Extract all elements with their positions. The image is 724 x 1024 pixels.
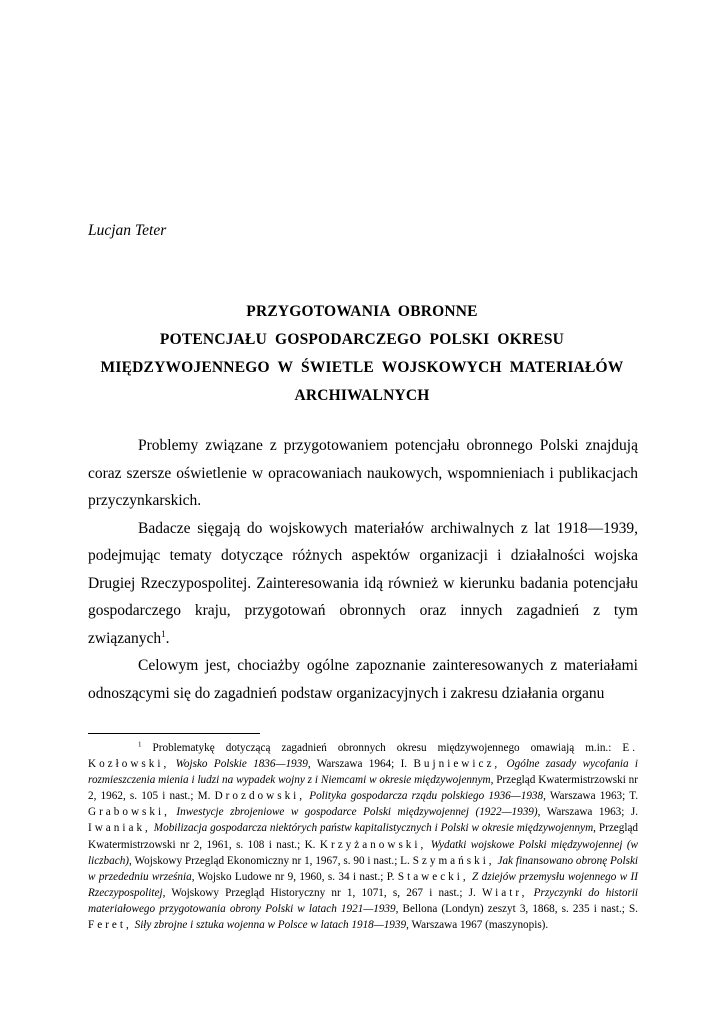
footnote-text: , Warszawa 1964; I. bbox=[307, 758, 408, 771]
footnote-work-title: Jak finansowano obronę Polski w przededniu września bbox=[88, 854, 639, 883]
paragraph: Celowym jest, chociażby ogólne zapoznanie zainteresowanych z materiałami odnoszącymi się do zagadnień podstaw organizacyjnych i zakresu działania organu bbox=[88, 657, 638, 702]
footnote-text: , Wojskowy Przegląd Historyczny nr 1, 1071, s, 267 i nast.; J. bbox=[162, 886, 476, 899]
footnote-author: Grabowski, bbox=[88, 806, 170, 819]
footnote-text: , Przegląd Kwatermistrzowski nr 2, 1962, s. 105 i nast.; M. bbox=[88, 774, 638, 803]
author-name: Lucjan Teter bbox=[88, 222, 167, 239]
footnote-author: Iwaniak, bbox=[88, 822, 151, 835]
footnote-text: , Warszawa 1967 (maszynopis). bbox=[406, 919, 549, 932]
paragraph: Problemy związane z przygotowaniem potencjału obronnego Polski znajdują coraz szersze oświetlenie w opracowaniach naukowych, wspomnieniach i publikacjach przyczynkarskich. bbox=[88, 437, 638, 509]
footnote-author: Bujniewicz, bbox=[413, 758, 501, 771]
footnote-mark: 1 bbox=[138, 740, 142, 749]
footnote-work-title: Przyczynki do historii materiałowego przygotowania obrony Polski w latach 1921—1939 bbox=[88, 886, 639, 915]
footnote-text: , Bellona (Londyn) zeszyt 3, 1868, s. 235 i nast.; S. bbox=[395, 902, 638, 915]
footnote-text: , Przegląd Kwatermistrzowski nr 2, 1961, s. 108 i nast.; K. bbox=[88, 822, 639, 851]
footnote-work-title: Inwestycje zbrojeniowe w gospodarce Polski międzywojennej (1922—1939) bbox=[176, 806, 538, 819]
footnote-author: Stawecki, bbox=[397, 870, 469, 883]
footnote-intro: Problematykę dotyczącą zagadnień obronnych okresu międzywojennego omawiają m.in.: bbox=[152, 742, 612, 754]
footnote-work-title: Z dziejów przemysłu wojennego w II Rzeczypospolitej bbox=[88, 870, 639, 899]
title-line: PRZYGOTOWANIA OBRONNE bbox=[246, 303, 478, 320]
title-line: ARCHIWALNYCH bbox=[294, 387, 430, 404]
footnote bbox=[88, 740, 638, 933]
footnote-author: Wiatr, bbox=[482, 886, 528, 899]
footnote-reference[interactable]: 1 bbox=[161, 628, 166, 639]
footnote-work-title: Ogólne zasady wycofania i rozmieszczenia mienia i ludzi na wypadek wojny z i Niemcami w okresie międzywojennym bbox=[88, 758, 639, 787]
footnote-author: E. Kozłowski, bbox=[88, 742, 639, 771]
footnote-text: , Wojskowy Przegląd Ekonomiczny nr 1, 1967, s. 90 i nast.; L. bbox=[129, 854, 410, 867]
footnote-author: Krzyżanowski, bbox=[319, 838, 427, 851]
title-line: MIĘDZYWOJENNEGO W ŚWIETLE WOJSKOWYCH MATERIAŁÓW bbox=[100, 359, 624, 376]
footnote-text: , Warszawa 1963; T. bbox=[543, 790, 639, 803]
footnote-text: , Warszawa 1963; J. bbox=[537, 806, 638, 819]
paragraph-text: Badacze sięgają do wojskowych materiałów archiwalnych z lat 1918—1939, podejmując tematy dotyczące różnych aspektów organizacji i działalności wojska Drugiej Rzeczypospolitej. Zainteresowania idą również w kierunku badania potencjału gospodarczego kraju, przygotowań obronnych oraz innych zagadnień z tym związanych bbox=[88, 519, 638, 647]
footnote-work-title: Wojsko Polskie 1836—1939 bbox=[175, 758, 308, 771]
paragraph: Badacze sięgają do wojskowych materiałów archiwalnych z lat 1918—1939, podejmując tematy dotyczące różnych aspektów organizacji i działalności wojska Drugiej Rzeczypospolitej. Zainteresowania idą również w kierunku badania potencjału gospodarczego kraju, przygotowań obronnych oraz innych zagadnień z tym związanych$^1$. bbox=[88, 519, 638, 647]
title-line: POTENCJAŁU GOSPODARCZEGO POLSKI OKRESU bbox=[159, 331, 565, 348]
footnote-author: Drozdowski, bbox=[214, 790, 306, 803]
footnote-separator bbox=[88, 733, 260, 734]
footnote-author: Feret, bbox=[88, 919, 132, 932]
footnote-work-title: Wydatki wojskowe Polski międzywojennej (w liczbach) bbox=[88, 838, 639, 867]
footnote-text: , Wojsko Ludowe nr 9, 1960, s. 34 i nast.; P. bbox=[191, 870, 395, 883]
footnote-work-title: Siły zbrojne i sztuka wojenna w Polsce w latach 1918—1939 bbox=[134, 919, 407, 932]
footnote-work-title: Polityka gospodarcza rządu polskiego 1936—1938 bbox=[309, 790, 544, 803]
footnote-work-title: Mobilizacja gospodarcza niektórych państw kapitalistycznych i Polski w okresie międzywojennym bbox=[153, 822, 594, 835]
article-title bbox=[80, 298, 644, 410]
body-text bbox=[88, 432, 638, 707]
footnote-author: Szymański, bbox=[412, 854, 495, 867]
